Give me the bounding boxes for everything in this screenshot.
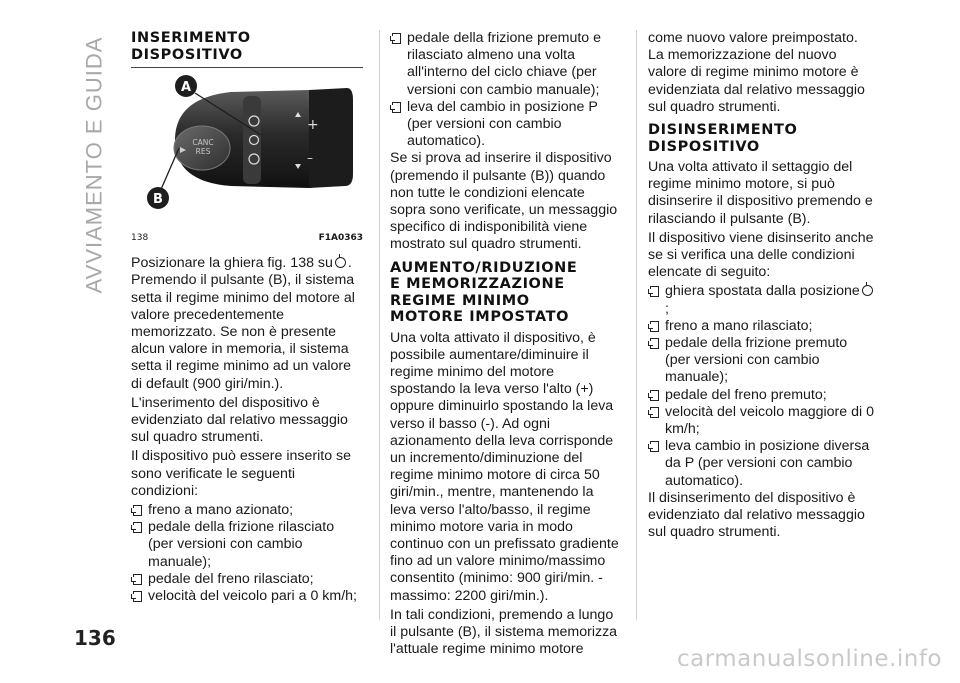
heading-inserimento bbox=[131, 30, 363, 63]
heading-line: DISPOSITIVO bbox=[131, 46, 243, 63]
heading-disinserimento bbox=[648, 122, 876, 155]
list-item-text: pedale del freno rilasciato; bbox=[148, 570, 314, 587]
paragraph: Il dispositivo viene disinserito anche se si verifica una delle condizioni elencate di seguito: bbox=[648, 229, 874, 281]
lever-illustration bbox=[131, 70, 363, 228]
section-side-label bbox=[74, 36, 114, 294]
paragraph: Il disinserimento del dispositivo è evidenziato dal relativo messaggio sul quadro strumenti. bbox=[648, 489, 865, 541]
paragraph: Il dispositivo può essere inserito se sono verificate le seguenti condizioni: bbox=[131, 448, 352, 499]
bullet-icon bbox=[133, 505, 142, 516]
heading-line: DISPOSITIVO bbox=[648, 138, 760, 155]
figure-caption bbox=[131, 230, 363, 247]
list-item-text: freno a mano azionato; bbox=[148, 502, 294, 519]
bullet-icon bbox=[392, 33, 401, 44]
bullet-icon bbox=[392, 102, 401, 113]
section-side-label-text: AVVIAMENTO E GUIDA bbox=[81, 36, 107, 294]
bullet-icon bbox=[133, 591, 142, 602]
list-item bbox=[131, 571, 363, 588]
paragraph: Una volta attivato il dispositivo, è possibile aumentare/diminuire il regime minimo del motore spostando la leva verso l'alto (+) oppure diminuirlo spostando la leva verso il basso (-). Ad ogni azionamento della leva corrisponde un incremento/diminuzione del regime minimo motore di circa 50 giri/min., mentre, mantenendo la leva verso l'alto/basso, il regime minimo motore varia in modo continuo con un prefissato gradiente fino ad un valore minimo/massimo consentito (minimo: 900 giri/min. - massimo: 2200 giri/min.). bbox=[390, 329, 619, 604]
list-item bbox=[648, 335, 876, 387]
bullet-icon bbox=[133, 522, 142, 533]
figure-138 bbox=[131, 70, 363, 228]
heading-aumento-riduzione bbox=[390, 260, 622, 326]
paragraph: L'inserimento del dispositivo è evidenziato dal relativo messaggio sul quadro strumenti. bbox=[131, 394, 348, 446]
paragraph: In tali condizioni, premendo a lungo il pulsante (B), il sistema memorizza l'attuale regime minimo motore bbox=[390, 606, 618, 658]
list-item bbox=[648, 404, 876, 438]
paragraph: come nuovo valore preimpostato. La memorizzazione del nuovo valore di regime minimo motore è evidenziata dal relativo messaggio sul quadro strumenti. bbox=[648, 30, 865, 115]
list-item-text: velocità del veicolo maggiore di 0 km/h; bbox=[665, 403, 874, 438]
list-item-text: leva cambio in posizione diversa da P (per versioni con cambio automatico). bbox=[665, 438, 870, 489]
lever-end bbox=[309, 88, 353, 188]
ring-position-icon bbox=[862, 285, 873, 296]
figure-number: 138 bbox=[131, 233, 149, 243]
list-item-text: leva del cambio in posizione P (per versioni con cambio automatico). bbox=[407, 98, 598, 150]
button-label-res: RES bbox=[195, 147, 211, 156]
heading-line: DISINSERIMENTO bbox=[648, 122, 798, 139]
column-divider bbox=[379, 30, 380, 620]
page-number: 136 bbox=[74, 626, 116, 650]
text: . Premendo il pulsante (B), il sistema setta il regime minimo del motore al valore precedentemente memorizzato. Se non è presente alcun valore in memoria, il sistema setta il regime minimo ad un valore di default (900 giri/min.). bbox=[131, 255, 355, 392]
list-item bbox=[390, 99, 622, 151]
list-item-text: pedale della frizione premuto (per versioni con cambio manuale); bbox=[665, 335, 848, 386]
ring-position-icon bbox=[335, 257, 346, 268]
list-item bbox=[648, 283, 876, 317]
button-label-canc: CANC bbox=[192, 138, 214, 147]
bullet-icon bbox=[650, 407, 659, 418]
text: Posizionare la ghiera fig. 138 su bbox=[131, 255, 333, 272]
list-item bbox=[648, 318, 876, 335]
paragraph: Una volta attivato il settaggio del regime minimo motore, si può disinserire il dispositivo premendo e rilasciando il pulsante (B). bbox=[648, 159, 873, 227]
list-item-text: velocità del veicolo pari a 0 km/h; bbox=[148, 588, 357, 605]
list-item-text: pedale del freno premuto; bbox=[665, 386, 827, 403]
list-item bbox=[390, 30, 622, 99]
list-item bbox=[648, 438, 876, 490]
bullet-icon bbox=[650, 321, 659, 332]
watermark[interactable]: carmanualsonline.info bbox=[676, 646, 942, 672]
heading-line: INSERIMENTO bbox=[131, 30, 251, 46]
list-item-text: pedale della frizione premuto e rilasciato almeno una volta all'interno del ciclo chiave (per versioni con cambio manuale); bbox=[407, 30, 602, 98]
column-3 bbox=[648, 30, 876, 543]
bullet-icon bbox=[650, 286, 659, 297]
column-2 bbox=[390, 30, 622, 661]
list-item bbox=[648, 387, 876, 404]
callout-line-b bbox=[159, 148, 179, 194]
text: ; bbox=[665, 300, 669, 317]
bullet-icon bbox=[133, 574, 142, 585]
list-item bbox=[131, 519, 363, 571]
minus-label: – bbox=[307, 151, 313, 165]
callout-b-label: B bbox=[153, 192, 163, 207]
column-1 bbox=[131, 30, 363, 605]
list-item bbox=[131, 502, 363, 519]
plus-label: + bbox=[307, 117, 319, 133]
column-divider bbox=[636, 30, 637, 620]
paragraph bbox=[131, 255, 363, 393]
bullet-icon bbox=[650, 338, 659, 349]
text: ghiera spostata dalla posizione bbox=[665, 283, 860, 300]
list-item-text: freno a mano rilasciato; bbox=[665, 317, 813, 334]
paragraph: Se si prova ad inserire il dispositivo (premendo il pulsante (B)) quando non tutte le condizioni elencate sopra sono verificate, un messaggio specifico di indisponibilità viene mostrato sul quadro strumenti. bbox=[390, 150, 618, 253]
list-item-text: pedale della frizione rilasciato (per versioni con cambio manuale); bbox=[148, 519, 335, 570]
heading-line: MOTORE IMPOSTATO bbox=[390, 309, 569, 326]
heading-rule bbox=[131, 67, 363, 68]
bullet-icon bbox=[650, 390, 659, 401]
list-item bbox=[131, 588, 363, 605]
heading-line: E MEMORIZZAZIONE bbox=[390, 276, 565, 293]
heading-line: AUMENTO/RIDUZIONE bbox=[390, 259, 578, 276]
callout-a-label: A bbox=[180, 80, 192, 95]
heading-line: REGIME MINIMO bbox=[390, 292, 530, 309]
list-item-text bbox=[665, 283, 876, 317]
figure-code: F1A0363 bbox=[318, 233, 363, 243]
bullet-icon bbox=[650, 441, 659, 452]
